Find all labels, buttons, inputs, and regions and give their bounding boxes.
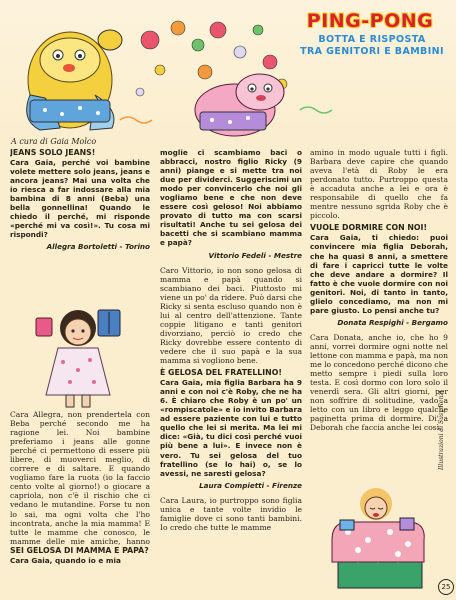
signature-baci: Vittorio Fedeli - Mestre: [208, 250, 302, 260]
column-1-bottom: [10, 546, 150, 596]
girl-illustration: [28, 300, 128, 410]
header-illustration: [0, 0, 456, 140]
question-baci: moglie ci scambiamo baci o abbracci, nostro figlio Ricky (9 anni) piange e si mette tra noi due per dividerci. Suggeriscimi un modo per convincerlo che noi gli vogliamo bene e che non deve essere così geloso! Noi abbiamo provato di tutto ma con scarsi risultati! Anche tu sei gelosa dei bacetti che si scambiano mamma e papà?: [160, 148, 302, 248]
bed-art: [318, 470, 436, 595]
question-dormire: Cara Gaia, ti chiedo: puoi convincere mia figlia Deborah, che ha quasi 8 anni, a smettere di fare i capricci tutte le volte che deve andare a dormire? Il fatto è che vuole dormire con noi genitori. Noi, di tanto in tanto, glielo concediamo, ma non mi pare giusto. Lo pensi anche tu?: [310, 233, 448, 315]
page-number: 25: [438, 579, 454, 595]
question-gelosa-start: Cara Gaia, quando io e mia: [10, 556, 121, 566]
question-fratellino: Cara Gaia, mia figlia Barbara ha 9 anni e con noi c'è Roby, che ne ha 6. È chiaro che Roby è un po' un «rompiscatole» e io invito Barbara ad essere paziente con lui e tutto quello che lei si merita. Ma lei mi dice: «Già, tu dici così perché vuoi più bene a lui». E invece non è vero. Tu sei gelosa del tuo fratellino (se lo hai) o, se lo avessi, ne saresti gelosa?: [160, 378, 302, 478]
sleeping-girl-illustration: [318, 470, 436, 595]
column-2: [160, 148, 302, 596]
editor-credit: A cura di Gaia Molco: [11, 137, 97, 146]
heading-gelosa-mamma-papa: SEI GELOSA DI MAMMA E PAPÀ?: [10, 546, 149, 555]
column-1-answer: [10, 410, 150, 545]
answer-jeans: Cara Allegra, non prendertela con Beba perché secondo me ha ragione lei. Noi bambine preferiamo i jeans alle gonne perché ci permettono di essere più libere, di muoverci meglio, di correre e di saltare. E quando vogliamo fare la ruota (io la faccio cento volte al giorno!) o giocare a capriola, non c'è il rischio che ci vedano le mutandine. Forse tu non lo sai, ma ogni volta che l'ho incontrata, anche la mia mamma! E tutte le mamme che conosco, le mamme delle mie amiche, hanno: [10, 410, 150, 545]
heading-fratellino: È GELOSA DEL FRATELLINO!: [160, 368, 282, 378]
answer-dormire: Cara Donata, anche io, che ho 9 anni, vorrei dormire ogni notte nel lettone con mamma e papà, ma non me lo concedono perché dicono che metto sempre i piedi sulla loro testa. E così dormo con loro solo il venerdì sera. Gli altri giorni, per non soffrire di solitudine, vado a letto con un libro e leggo qualche paginetta prima di dormire. Di' a Deborah che faccia anche lei così.: [310, 332, 448, 433]
heading-dormire: VUOLE DORMIRE CON NOI!: [310, 223, 428, 233]
signature-fratellino: Laura Compietti - Firenze: [199, 480, 302, 490]
answer-fratellino-start: Cara Laura, io purtroppo sono figlia unica e tante volte invidio le famiglie dove ci sono tanti bambini. Io credo che tutte le mamme: [160, 495, 302, 532]
signature-dormire: Donata Respighi - Bergamo: [337, 317, 448, 327]
page-subtitle-line-2: TRA GENITORI E BAMBINI: [300, 46, 444, 57]
column-1-top: [10, 148, 150, 298]
answer-baci: Caro Vittorio, io non sono gelosa di mamma e papà quando si scambiano dei baci. Piuttosto mi viene un po' da ridere. Può darsi che Ricky si senta escluso quando non è lui al centro dell'attenzione. Tante coppie litigano e tanti genitori divorziano, perciò io credo che Ricky dovrebbe essere contento di vedere che il suo papà e la sua mamma si vogliono bene.: [160, 265, 302, 366]
girl-art: [28, 300, 128, 410]
signature-jeans: Allegra Bortoletti - Torino: [46, 242, 150, 252]
heading-jeans: JEANS SOLO JEANS!: [10, 148, 96, 157]
page-title: PING-PONG: [306, 10, 434, 32]
page-subtitle-line-1: BOTTA E RISPOSTA: [318, 34, 426, 45]
illustration-credit: Illustrazioni di Susy Renzi: [438, 390, 445, 470]
column-3: [310, 148, 448, 470]
answer-fratellino-end: amino in modo uguale tutti i figli. Barbara deve capire che quando aveva l'età di Roby le era perdonato tutto. Purtroppo questa è accaduta anche a lei e ora è responsabile di quello che fa mentre nessuno sgrida Roby che è piccolo.: [310, 148, 448, 221]
question-jeans: Cara Gaia, perché voi bambine volete mettere solo jeans, jeans e ancora jeans? Mai una volta che io riesca a far indossare alla mia bambina di 8 anni (Beba) una bella gonnellina! Quando le chiedo il perché, mi risponde «perché mi va così!». Tu cosa mi rispondi?: [10, 158, 150, 240]
